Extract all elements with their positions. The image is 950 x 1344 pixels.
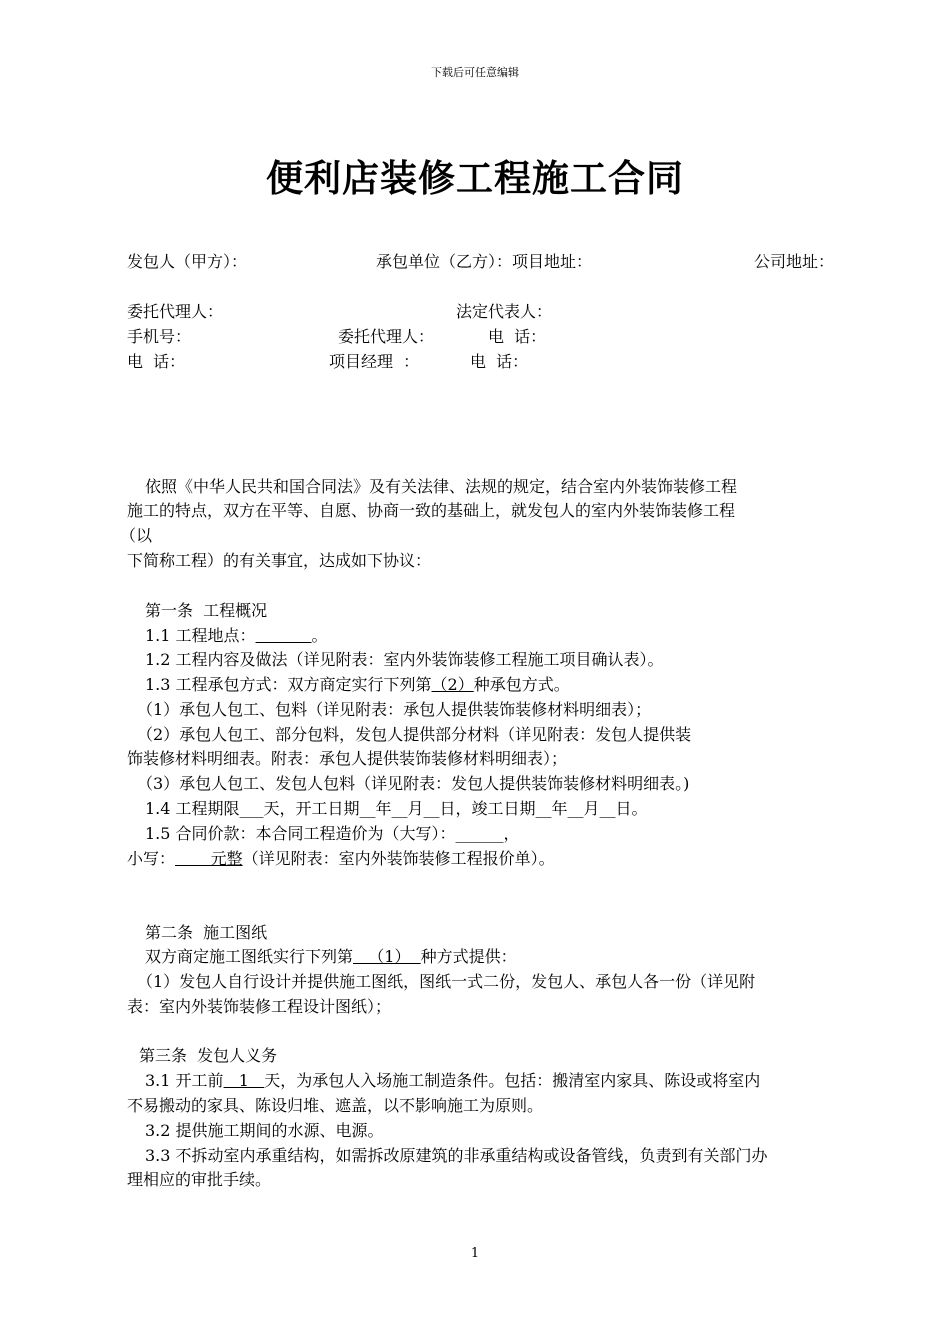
blank-drawing-mode: （1） <box>353 947 421 966</box>
clause-2-intro: 双方商定施工图纸实行下列第 （1） 种方式提供： <box>145 947 517 966</box>
blank-contract-mode: （2） <box>431 675 474 694</box>
option-1-1: （1）承包人包工、包料（详见附表：承包人提供装饰装修材料明细表）； <box>137 700 652 719</box>
clause-1-2: 1.2 工程内容及做法（详见附表：室内外装饰装修工程施工项目确认表）。 <box>145 650 664 669</box>
intro-line-1: 依照《中华人民共和国合同法》及有关法律、法规的规定，结合室内外装饰装修工程 <box>145 477 738 496</box>
clause-3-2: 3.2 提供施工期间的水源、电源。 <box>145 1121 384 1140</box>
blank-small-amount: 元整 <box>175 849 243 868</box>
company-address-label: 公司地址： <box>754 252 835 271</box>
clause-1-5: 1.5 合同价款：本合同工程造价为（大写）：______， <box>145 824 520 843</box>
page-header: 下载后可任意编辑 <box>431 66 519 79</box>
party-a-label: 发包人（甲方）： <box>127 252 248 271</box>
phone-a-label: 电 话： <box>127 352 186 371</box>
clause-3-1-line-1: 3.1 开工前 1 天，为承包人入场施工制造条件。包括：搬清室内家具、陈设或将室内 <box>145 1071 761 1090</box>
blank-days-before: 1 <box>223 1071 265 1090</box>
clause-1-3: 1.3 工程承包方式：双方商定实行下列第（2）种承包方式。 <box>145 675 570 694</box>
article-1-heading: 第一条 工程概况 <box>145 601 268 620</box>
article-3-heading: 第三条 发包人义务 <box>139 1046 278 1065</box>
phone-b1-label: 电 话： <box>488 327 547 346</box>
phone-b2-label: 电 话： <box>470 352 529 371</box>
intro-line-4: 下简称工程）的有关事宜，达成如下协议： <box>127 551 432 570</box>
agent-b-label: 委托代理人： <box>338 327 435 346</box>
legal-rep-label: 法定代表人： <box>456 302 553 321</box>
option-1-2-line-1: （2）承包人包工、部分包料，发包人提供部分材料（详见附表：发包人提供装 <box>137 725 692 744</box>
clause-1-1: 1.1 工程地点： 。 <box>145 626 328 645</box>
clause-3-3-line-1: 3.3 不拆动室内承重结构，如需拆改原建筑的非承重结构或设备管线，负责到有关部门办 <box>145 1146 768 1165</box>
small-amount-line: 小写： 元整（详见附表：室内外装饰装修工程报价单）。 <box>127 849 555 868</box>
project-manager-label: 项目经理 ： <box>329 352 420 371</box>
option-1-3: （3）承包人包工、发包人包料（详见附表：发包人提供装饰装修材料明细表。) <box>137 774 690 793</box>
option-1-2-line-2: 饰装修材料明细表。附表：承包人提供装饰装修材料明细表）； <box>127 749 568 768</box>
clause-3-3-line-2: 理相应的审批手续。 <box>127 1170 272 1189</box>
intro-line-2: 施工的特点，双方在平等、自愿、协商一致的基础上，就发包人的室内外装饰装修工程 <box>127 501 736 520</box>
intro-line-3: （以 <box>120 526 153 545</box>
option-2-1-line-1: （1）发包人自行设计并提供施工图纸，图纸一式二份，发包人、承包人各一份（详见附 <box>137 972 756 991</box>
agent-a-label: 委托代理人： <box>127 302 224 321</box>
clause-3-1-line-2: 不易搬动的家具、陈设归堆、遮盖，以不影响施工为原则。 <box>127 1096 544 1115</box>
document-title: 便利店装修工程施工合同 <box>266 156 684 200</box>
clause-1-4: 1.4 工程期限___天，开工日期__年__月__日，竣工日期__年__月__日。 <box>145 799 648 818</box>
blank-location <box>256 626 312 645</box>
mobile-label: 手机号： <box>127 327 192 346</box>
page-number: 1 <box>470 1246 480 1261</box>
party-b-label: 承包单位（乙方）：项目地址： <box>376 252 593 271</box>
option-2-1-line-2: 表：室内外装饰装修工程设计图纸）； <box>127 997 392 1016</box>
article-2-heading: 第二条 施工图纸 <box>145 923 268 942</box>
